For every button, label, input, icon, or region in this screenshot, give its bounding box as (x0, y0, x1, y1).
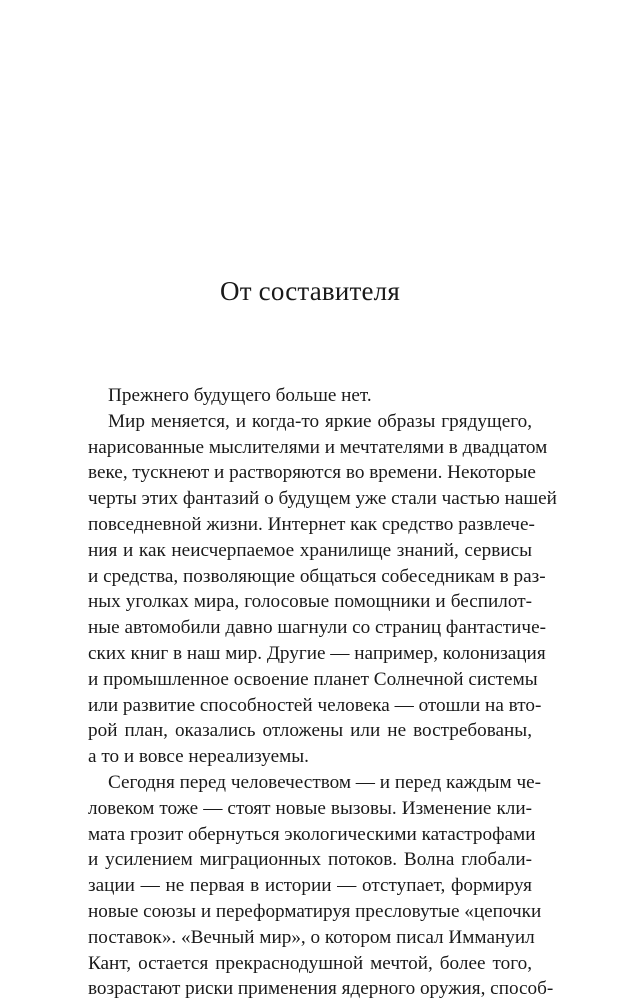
paragraph-1-line-1: Прежнего будущего больше нет. (108, 385, 372, 406)
paragraph-3-line-1: Сегодня перед человечеством — и перед каждым че- (108, 771, 542, 793)
paragraph-3-line-6: новые союзы и переформатируя пресловутые «цепочки (88, 900, 542, 922)
paragraph-3-line-2: ловеком тоже — стоят новые вызовы. Изменение кли- (88, 797, 532, 819)
paragraph-2-line-9: ные автомобили давно шагнули со страниц фантастиче- (88, 617, 546, 639)
paragraph-2-line-10: ских книг в наш мир. Другие — например, колонизация (88, 642, 546, 664)
paragraph-2-line-8: ных уголках мира, голосовые помощники и беспилот- (88, 591, 532, 613)
paragraph-3-line-3: мата грозит обернуться экологическими катастрофами (88, 823, 536, 845)
paragraph-2-line-14: а то и вовсе нереализуемы. (88, 746, 309, 768)
chapter-title: От составителя (220, 276, 400, 306)
paragraph-2-line-5: повседневной жизни. Интернет как средство развлече- (88, 513, 535, 535)
paragraph-3-line-5: зации — не первая в истории — отступает, формируя (88, 875, 532, 897)
paragraph-2-line-3: веке, тускнеют и растворяются во времени. Некоторые (88, 462, 536, 484)
paragraph-2-line-1: Мир меняется, и когда-то яркие образы грядущего, (108, 410, 532, 432)
paragraph-2-line-6: ния и как неисчерпаемое хранилище знаний, сервисы (88, 539, 532, 561)
paragraph-2-line-4: черты этих фантазий о будущем уже стали частью нашей (88, 488, 557, 510)
body-text (88, 383, 557, 1002)
paragraph-2-line-7: и средства, позволяющие общаться собеседникам в раз- (88, 565, 546, 587)
paragraph-2-line-11: и промышленное освоение планет Солнечной системы (88, 668, 538, 690)
paragraph-3-line-7: поставок». «Вечный мир», о котором писал Иммануил (88, 926, 535, 948)
paragraph-2-line-2: нарисованные мыслителями и мечтателями в двадцатом (88, 436, 548, 458)
paragraph-3-line-9: возрастают риски применения ядерного оружия, способ- (88, 978, 554, 1000)
paragraph-2-line-13: рой план, оказались отложены или не востребованы, (88, 720, 532, 742)
paragraph-2-line-12: или развитие способностей человека — отошли на вто- (88, 694, 542, 716)
paragraph-3-line-4: и усилением миграционных потоков. Волна глобали- (88, 849, 532, 871)
paragraph-3-line-8: Кант, остается прекраснодушной мечтой, более того, (88, 952, 532, 974)
